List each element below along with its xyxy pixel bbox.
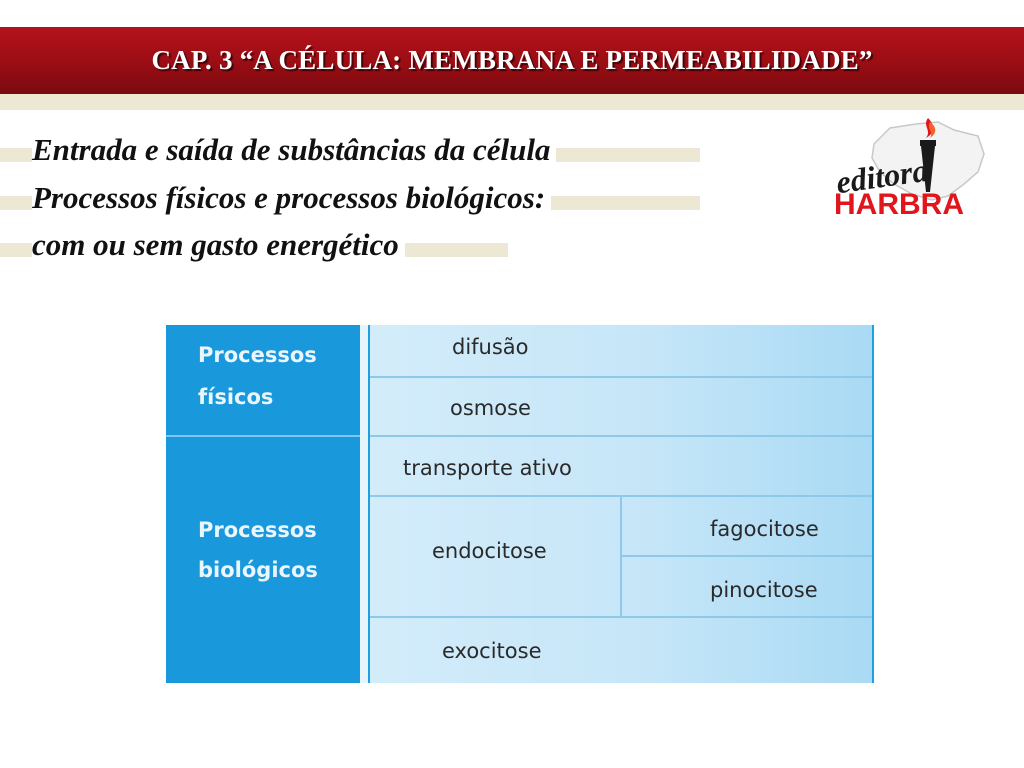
subtitle-line-3: com ou sem gasto energético xyxy=(32,227,405,263)
sub-column-line xyxy=(620,495,622,616)
group-label-column xyxy=(166,325,360,683)
cell-fagocitose: fagocitose xyxy=(710,517,819,541)
subtitle-line-2: Processos físicos e processos biológicos: xyxy=(32,180,551,216)
process-cells xyxy=(370,325,872,683)
cell-pinocitose: pinocitose xyxy=(710,578,818,602)
row-line-2 xyxy=(370,435,872,437)
slide-title: CAP. 3 “A CÉLULA: MEMBRANA E PERMEABILIDADE” xyxy=(151,45,873,75)
subtitle-line-1: Entrada e saída de substâncias da célula xyxy=(32,132,556,168)
group-physical-line2: físicos xyxy=(198,385,274,409)
group-biological-line1: Processos xyxy=(198,518,317,542)
harbra-logo xyxy=(828,114,994,226)
row-line-1 xyxy=(370,376,872,378)
logo-brand-text: HARBRA xyxy=(834,188,964,221)
group-biological-line2: biológicos xyxy=(198,558,318,582)
group-physical-line1: Processos xyxy=(198,343,317,367)
title-bar xyxy=(0,27,1024,94)
process-table xyxy=(166,325,874,683)
cell-difusao: difusão xyxy=(452,335,529,359)
group-separator xyxy=(166,435,360,437)
cell-osmose: osmose xyxy=(450,396,531,420)
logo-editora-text: editora xyxy=(833,151,931,201)
cell-exocitose: exocitose xyxy=(442,639,542,663)
column-divider xyxy=(360,325,368,683)
cell-transporte-ativo: transporte ativo xyxy=(403,456,572,480)
cell-endocitose: endocitose xyxy=(432,539,547,563)
row-line-4 xyxy=(370,616,872,618)
row-line-sub xyxy=(622,555,872,557)
title-underline-band xyxy=(0,94,1024,110)
